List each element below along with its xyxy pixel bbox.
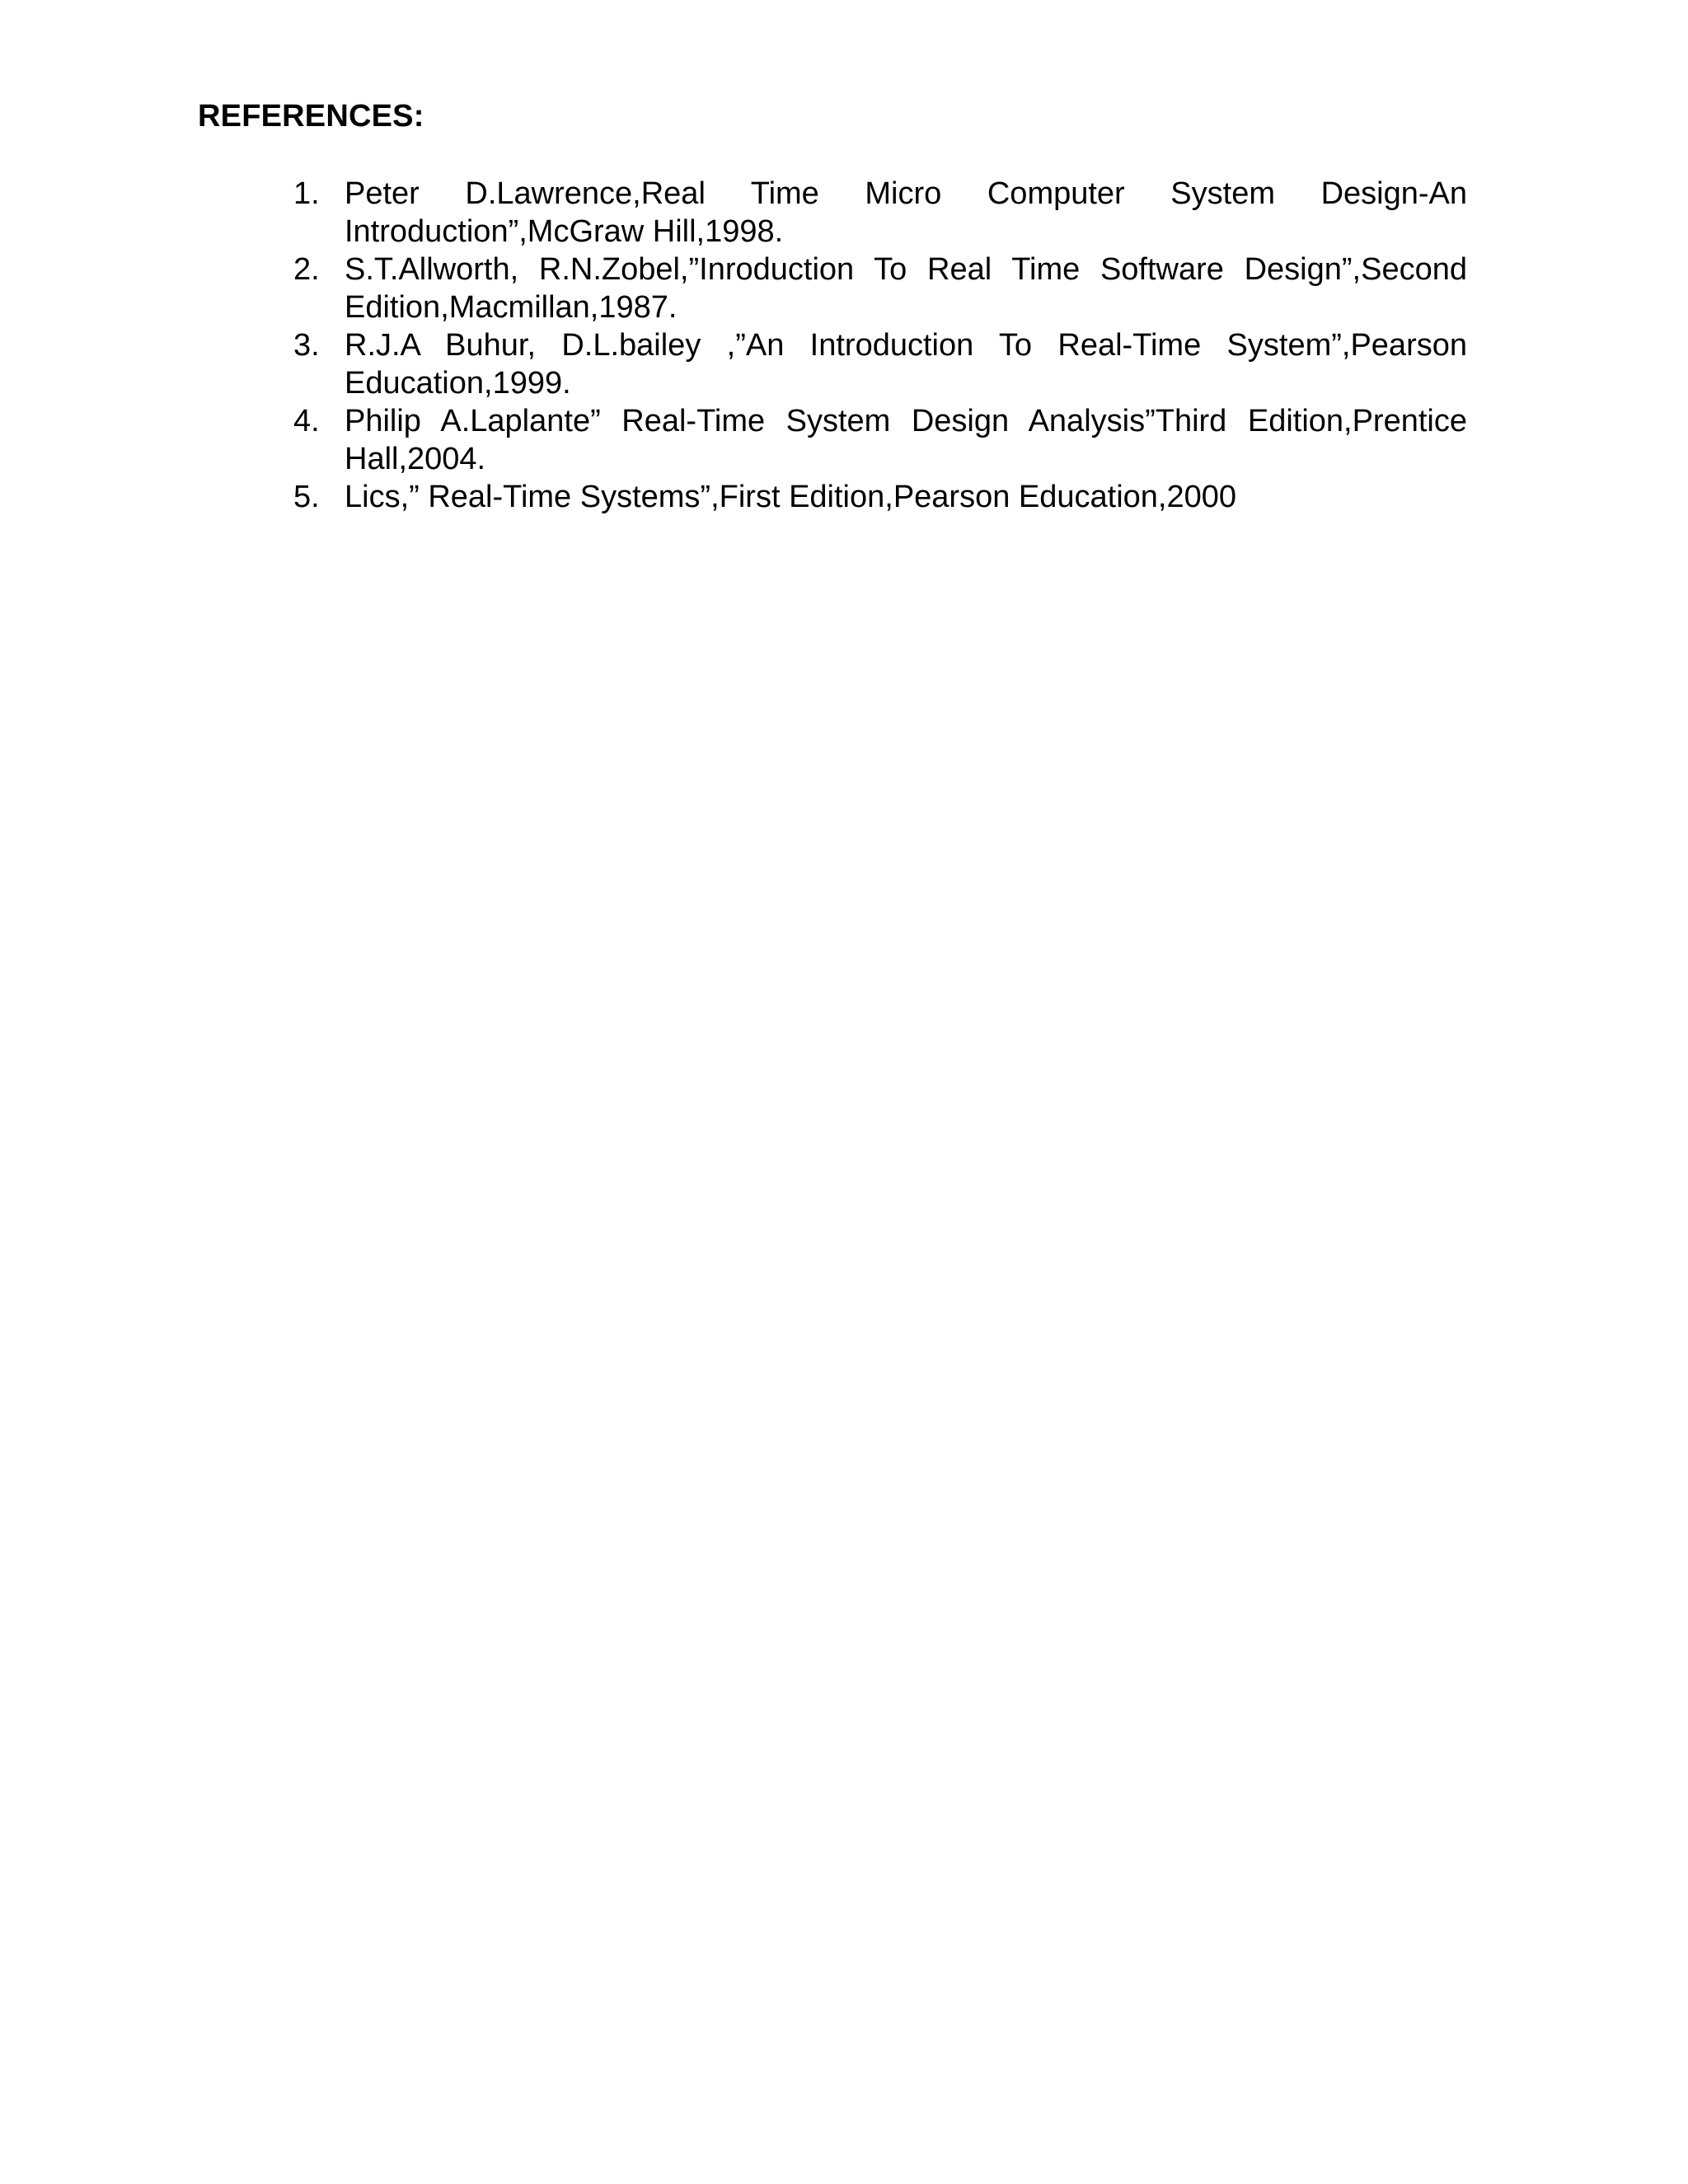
reference-text: R.J.A Buhur, D.L.bailey ,”An Introduction To Real-Time System”,Pearson Education,1999. bbox=[345, 328, 1467, 401]
reference-number: 4. bbox=[293, 404, 320, 438]
reference-number: 3. bbox=[293, 328, 320, 363]
reference-item bbox=[290, 175, 1467, 251]
reference-item bbox=[290, 251, 1467, 326]
reference-item bbox=[290, 326, 1467, 402]
reference-text: Philip A.Laplante” Real-Time System Design Analysis”Third Edition,Prentice Hall,2004. bbox=[345, 404, 1467, 476]
reference-list bbox=[290, 175, 1467, 516]
reference-number: 2. bbox=[293, 252, 320, 287]
references-heading: REFERENCES: bbox=[198, 99, 424, 134]
reference-item bbox=[290, 478, 1467, 516]
reference-text: Peter D.Lawrence,Real Time Micro Computer System Design-An Introduction”,McGraw Hill,1998. bbox=[345, 176, 1467, 249]
reference-number: 5. bbox=[293, 480, 320, 514]
reference-text: Lics,” Real-Time Systems”,First Edition,Pearson Education,2000 bbox=[345, 480, 1237, 514]
reference-item bbox=[290, 402, 1467, 478]
reference-text: S.T.Allworth, R.N.Zobel,”Inroduction To Real Time Software Design”,Second Edition,Macmillan,1987. bbox=[345, 252, 1467, 325]
reference-number: 1. bbox=[293, 176, 320, 211]
